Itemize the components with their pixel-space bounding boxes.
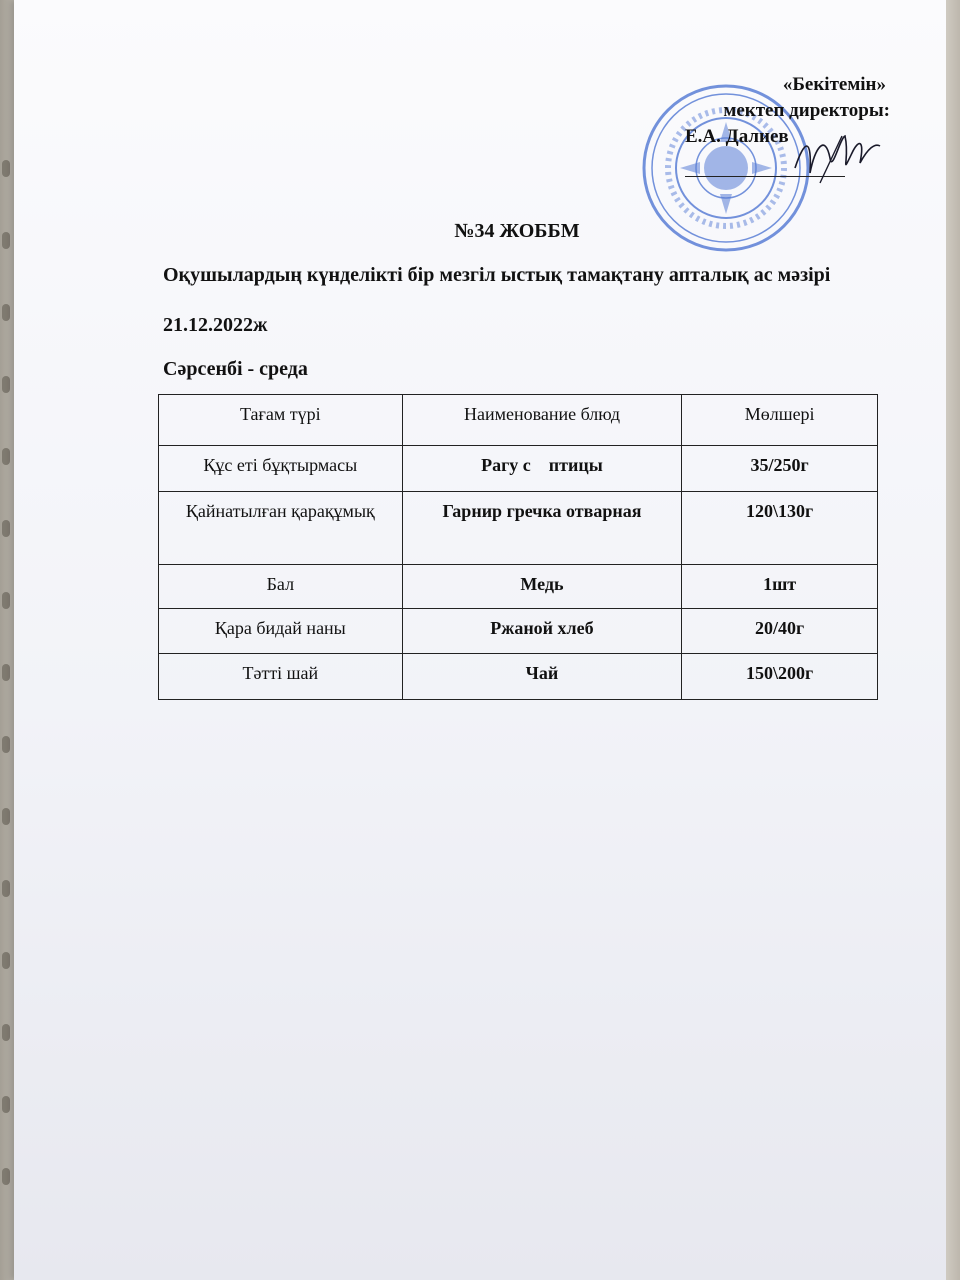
punch-hole [2,1024,10,1041]
dish-qty: 120\130г [682,492,878,565]
table-row [159,609,878,654]
table-row [159,654,878,700]
approval-director-name: Е.А. Далиев [685,126,789,147]
approval-title: «Бекітемін» [782,74,886,95]
background-edge [946,0,960,1280]
punch-hole [2,304,10,321]
dish-kk: Тәтті шай [159,654,403,700]
punch-hole [2,160,10,177]
dish-kk: Бал [159,565,403,609]
dish-ru: Рагу с птицы [402,446,682,492]
punch-hole [2,736,10,753]
dish-ru: Чай [402,654,682,700]
menu-weekday: Сәрсенбі - среда [163,358,308,380]
header-dish-name-ru: Наименование блюд [402,395,682,446]
punch-hole [2,520,10,537]
header-portion: Мөлшері [682,395,878,446]
director-signature [790,128,885,188]
dish-ru: Медь [402,565,682,609]
dish-kk: Құс еті бұқтырмасы [159,446,403,492]
punch-hole [2,664,10,681]
table-row [159,492,878,565]
dish-ru: Ржаной хлеб [402,609,682,654]
menu-date: 21.12.2022ж [163,314,268,336]
school-name: №34 ЖОББМ [454,220,580,242]
table-header-row [159,395,878,446]
dish-ru: Гарнир гречка отварная [402,492,682,565]
punch-hole [2,592,10,609]
dish-qty: 20/40г [682,609,878,654]
dish-qty: 35/250г [682,446,878,492]
menu-title: Оқушылардың күнделікті бір мезгіл ыстық тамақтану апталық ас мәзірі [163,264,831,286]
table-row [159,565,878,609]
table-row [159,446,878,492]
punch-hole [2,376,10,393]
punch-hole [2,1168,10,1185]
dish-qty: 1шт [682,565,878,609]
approval-position: мектеп директоры: [723,100,890,121]
punch-hole [2,448,10,465]
menu-table [158,394,878,700]
punch-hole [2,808,10,825]
punch-hole [2,952,10,969]
dish-qty: 150\200г [682,654,878,700]
dish-kk: Қайнатылған қарақұмық [159,492,403,565]
punch-hole [2,1096,10,1113]
header-dish-type-kk: Тағам түрі [159,395,403,446]
punch-hole [2,880,10,897]
dish-kk: Қара бидай наны [159,609,403,654]
